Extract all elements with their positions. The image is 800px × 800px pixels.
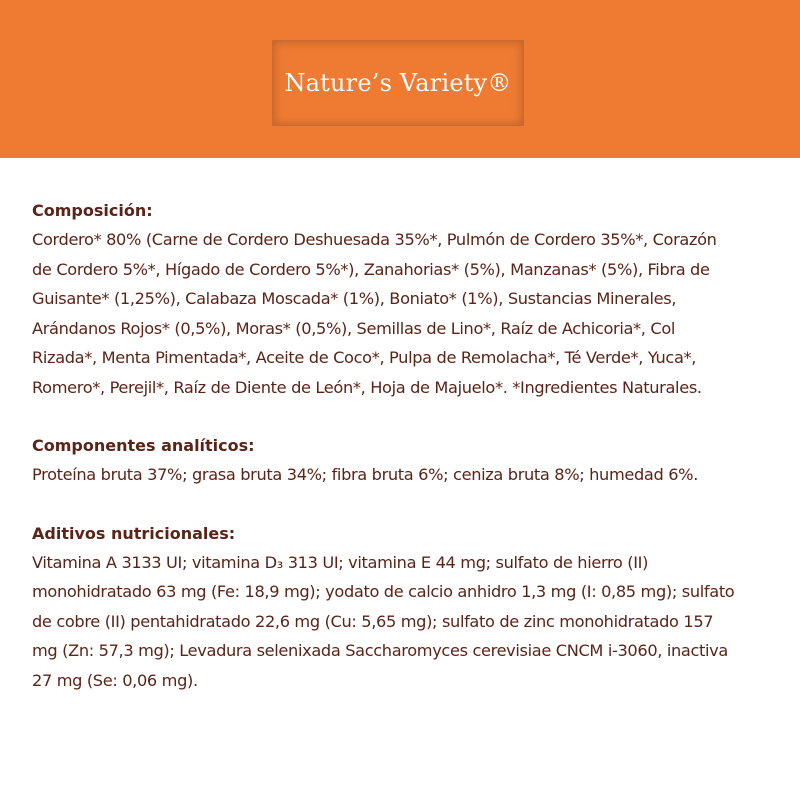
- additives-line: Vitamina A 3133 UI; vitamina D₃ 313 UI; vitamina E 44 mg; sulfato de hierro (II): [32, 552, 649, 572]
- product-info: [32, 196, 792, 695]
- composition-section: [32, 196, 792, 402]
- composition-line: Romero*, Perejil*, Raíz de Diente de León*, Hoja de Majuelo*. *Ingredientes Naturales.: [32, 377, 702, 397]
- analytical-line: Proteína bruta 37%; grasa bruta 34%; fibra bruta 6%; ceniza bruta 8%; humedad 6%.: [32, 465, 698, 484]
- composition-line: de Cordero 5%*, Hígado de Cordero 5%*), Zanahorias* (5%), Manzanas* (5%), Fibra de: [32, 259, 710, 279]
- analytical-title: Componentes analíticos:: [32, 436, 255, 455]
- composition-line: Cordero* 80% (Carne de Cordero Deshuesada 35%*, Pulmón de Cordero 35%*, Corazón: [32, 230, 717, 249]
- composition-line: Rizada*, Menta Pimentada*, Aceite de Coco*, Pulpa de Remolacha*, Té Verde*, Yuca*,: [32, 348, 697, 367]
- header-banner: [0, 0, 800, 158]
- additives-line: mg (Zn: 57,3 mg); Levadura selenixada Saccharomyces cerevisiae CNCM i-3060, inactiva: [32, 641, 728, 660]
- additives-line: de cobre (II) pentahidratado 22,6 mg (Cu: 5,65 mg); sulfato de zinc monohidratado 157: [32, 611, 714, 631]
- additives-line: monohidratado 63 mg (Fe: 18,9 mg); yodato de calcio anhidro 1,3 mg (I: 0,85 mg); sulfato: [32, 582, 735, 601]
- composition-line: Arándanos Rojos* (0,5%), Moras* (0,5%), Semillas de Lino*, Raíz de Achicoria*, Col: [32, 318, 676, 338]
- composition-title: Composición:: [32, 201, 153, 220]
- additives-title: Aditivos nutricionales:: [32, 523, 236, 543]
- brand-logo: [272, 40, 524, 126]
- brand-logo-text: Nature’s Variety®: [284, 69, 512, 97]
- analytical-section: [32, 431, 792, 490]
- composition-line: Guisante* (1,25%), Calabaza Moscada* (1%), Boniato* (1%), Sustancias Minerales,: [32, 289, 677, 308]
- additives-section: [32, 519, 792, 696]
- additives-line: 27 mg (Se: 0,06 mg).: [32, 670, 198, 690]
